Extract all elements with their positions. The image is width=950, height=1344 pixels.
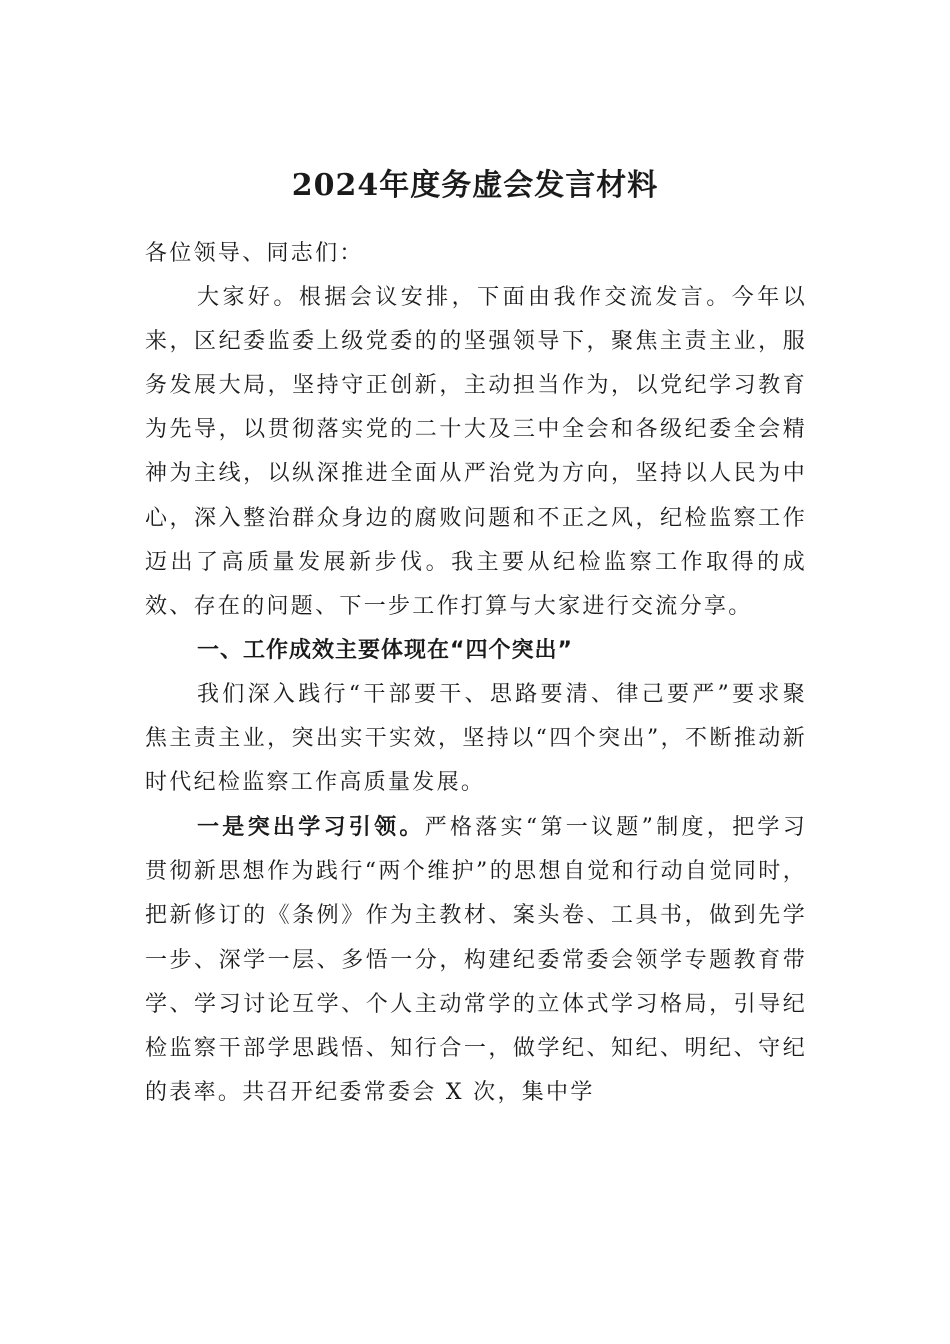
point-lead: 一是突出学习引领。: [197, 814, 425, 841]
point-body: 严格落实“第一议题”制度，把学习贯彻新思想作为践行“两个维护”的思想自觉和行动自觉同时，把新修订的《条例》作为主教材、案头卷、工具书，做到先学一步、深学一层、多悟一分，构建纪委常委会领学专题教育带学、学习讨论互学、个人主动常学的立体式学习格局，引导纪检监察干部学思践悟、知行合一，做学纪、知纪、明纪、守纪的表率。共召开纪委常委会 X 次，集中学: [145, 815, 807, 1105]
intro-paragraph: 大家好。根据会议安排，下面由我作交流发言。今年以来，区纪委监委上级党委的的坚强领导下，聚焦主责主业，服务发展大局，坚持守正创新，主动担当作为，以党纪学习教育为先导，以贯彻落实党的二十大及三中全会和各级纪委全会精神为主线，以纵深推进全面从严治党为方向，坚持以人民为中心，深入整治群众身边的腐败问题和不正之风，纪检监察工作迈出了高质量发展新步伐。我主要从纪检监察工作取得的成效、存在的问题、下一步工作打算与大家进行交流分享。: [145, 285, 807, 619]
section-heading: 一、工作成效主要体现在“四个突出”: [197, 637, 573, 663]
document-body: [145, 232, 807, 1115]
section-paragraph: 我们深入践行“干部要干、思路要清、律己要严”要求聚焦主责主业，突出实干实效，坚持以“四个突出”，不断推动新时代纪检监察工作高质量发展。: [145, 681, 807, 796]
point-paragraph: [145, 805, 807, 1115]
greeting: 各位领导、同志们：: [145, 241, 364, 266]
document-title: 2024年度务虚会发言材料: [291, 168, 659, 203]
